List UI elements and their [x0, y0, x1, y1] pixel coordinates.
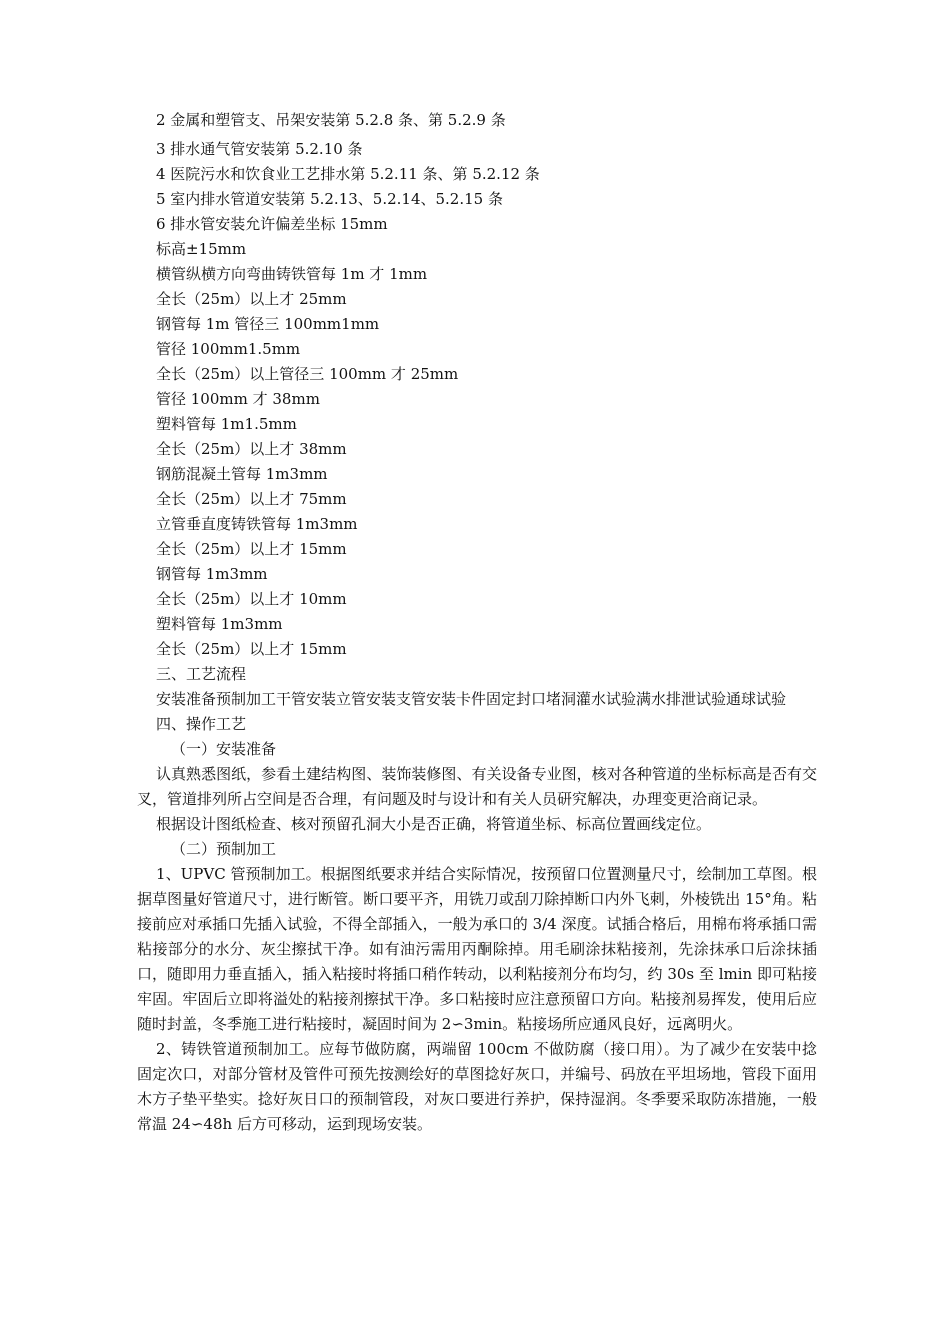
clause-line: 4 医院污水和饮食业工艺排水第 5.2.11 条、第 5.2.12 条	[156, 165, 540, 183]
tolerance-line: 管径 100mm 才 38mm	[156, 390, 320, 408]
tolerance-line: 全长（25m）以上才 15mm	[156, 540, 347, 558]
tolerance-line: 全长（25m）以上才 25mm	[156, 290, 347, 308]
document-page	[137, 108, 817, 1137]
paragraph: 认真熟悉图纸，参看土建结构图、装饰装修图、有关设备专业图，核对各种管道的坐标标高是否有交叉，管道排列所占空间是否合理，有问题及时与设计和有关人员研究解决，办理变更洽商记录。	[137, 765, 817, 808]
tolerance-line: 全长（25m）以上才 10mm	[156, 590, 347, 608]
clause-line: 2 金属和塑管支、吊架安装第 5.2.8 条、第 5.2.9 条	[156, 111, 506, 129]
section-heading: 三、工艺流程	[156, 665, 247, 683]
subsection-heading: （二）预制加工	[171, 840, 277, 858]
tolerance-line: 塑料管每 1m1.5mm	[156, 415, 297, 433]
tolerance-line: 钢管每 1m3mm	[156, 565, 268, 583]
tolerance-line: 钢筋混凝土管每 1m3mm	[156, 465, 328, 483]
paragraph: 2、铸铁管道预制加工。应每节做防腐，两端留 100cm 不做防腐（接口用）。为了减少在安装中捻固定次口，对部分管材及管件可预先按测绘好的草图捻好灰口，并编号、码放在平坦场地，管段下面用木方子垫平垫实。捻好灰日口的预制管段，对灰口要进行养护，保持湿润。冬季要采取防冻措施，一般常温 24∽48h 后方可移动，运到现场安装。	[137, 1040, 817, 1133]
tolerance-line: 立管垂直度铸铁管每 1m3mm	[156, 515, 358, 533]
tolerance-line: 全长（25m）以上管径三 100mm 才 25mm	[156, 365, 459, 383]
paragraph: 1、UPVC 管预制加工。根据图纸要求并结合实际情况，按预留口位置测量尺寸，绘制加工草图。根据草图量好管道尺寸，进行断管。断口要平齐，用铣刀或刮刀除掉断口内外飞刺，外棱铣出 15°角。粘接前应对承插口先插入试验，不得全部插入，一般为承口的 3/4 深度。试插合格后，用棉布将承插口需粘接部分的水分、灰尘擦拭干净。如有油污需用丙酮除掉。用毛刷涂抹粘接剂，先涂抹承口后涂抹插口，随即用力垂直插入，插入粘接时将插口稍作转动，以利粘接剂分布均匀，约 30s 至 lmin 即可粘接牢固。牢固后立即将溢处的粘接剂擦拭干净。多口粘接时应注意预留口方向。粘接剂易挥发，使用后应随时封盖，冬季施工进行粘接时，凝固时间为 2∽3min。粘接场所应通风良好，远离明火。	[137, 865, 817, 1033]
tolerance-line: 钢管每 1m 管径三 100mm1mm	[156, 315, 380, 333]
tolerance-line: 管径 100mm1.5mm	[156, 340, 301, 358]
process-flow-text: 安装准备预制加工干管安装立管安装支管安装卡件固定封口堵洞灌水试验满水排泄试验通球试验	[156, 690, 787, 708]
section-heading: 四、操作工艺	[156, 715, 247, 733]
tolerance-line: 6 排水管安装允许偏差坐标 15mm	[156, 215, 388, 233]
tolerance-line: 全长（25m）以上才 75mm	[156, 490, 347, 508]
paragraph: 根据设计图纸检查、核对预留孔洞大小是否正确，将管道坐标、标高位置画线定位。	[156, 815, 712, 833]
tolerance-line: 全长（25m）以上才 15mm	[156, 640, 347, 658]
subsection-heading: （一）安装准备	[171, 740, 277, 758]
tolerance-line: 全长（25m）以上才 38mm	[156, 440, 347, 458]
tolerance-line: 标高±15mm	[156, 240, 247, 258]
tolerance-line: 塑料管每 1m3mm	[156, 615, 283, 633]
tolerance-line: 横管纵横方向弯曲铸铁管每 1m 才 1mm	[156, 265, 428, 283]
clause-line: 5 室内排水管道安装第 5.2.13、5.2.14、5.2.15 条	[156, 190, 503, 208]
clause-line: 3 排水通气管安装第 5.2.10 条	[156, 140, 363, 158]
